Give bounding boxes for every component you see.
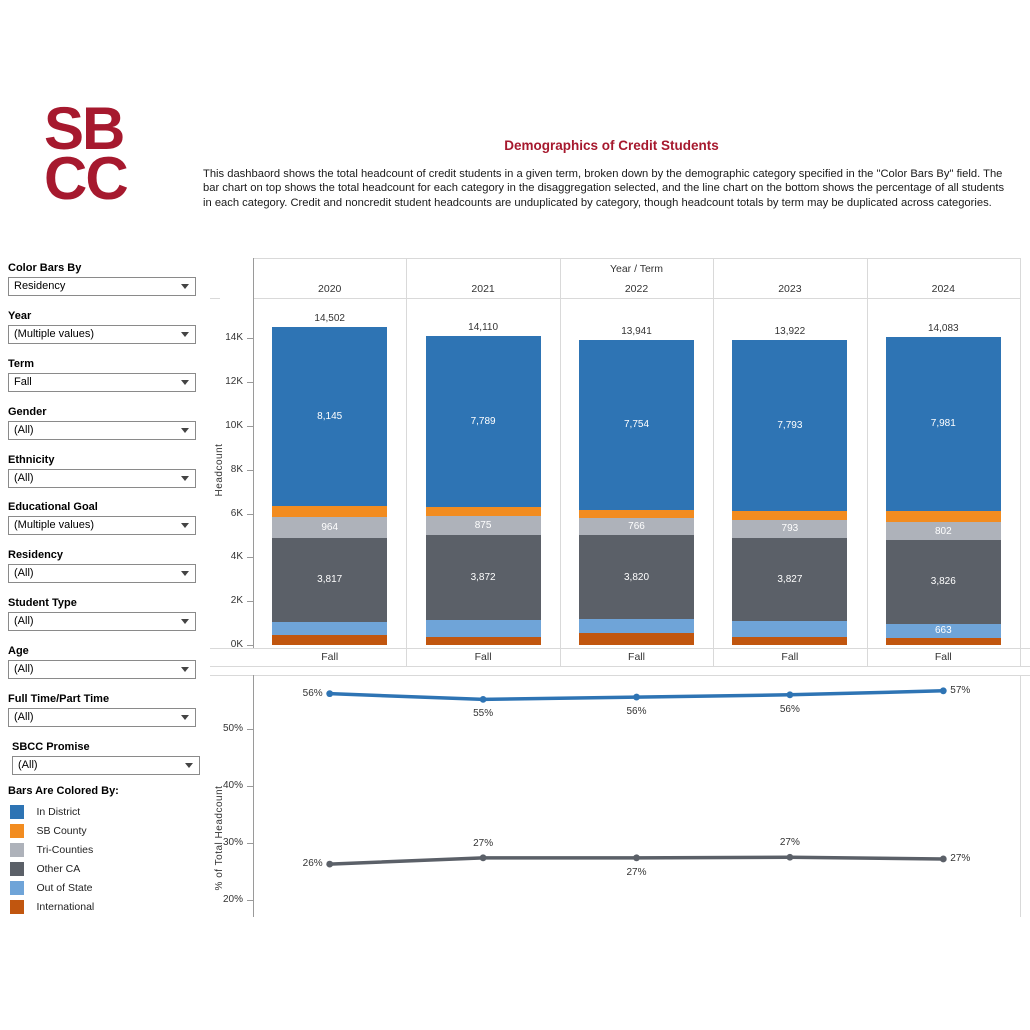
bar-segment-in_district-2021[interactable]: 7,789: [426, 336, 541, 507]
year-term-header: Year / Term: [609, 263, 664, 275]
bar-segment-out_of_state-2023[interactable]: [732, 621, 847, 636]
y-tick-mark: [247, 601, 253, 602]
bar-segment-in_district-2023[interactable]: 7,793: [732, 340, 847, 511]
bar-segment-in_district-2022[interactable]: 7,754: [579, 340, 694, 510]
bar-segment-sb_county-2020[interactable]: [272, 506, 387, 517]
bar-segment-sb_county-2021[interactable]: [426, 507, 541, 516]
y-tick-label: 14K: [225, 332, 243, 344]
term-label: Fall: [628, 651, 645, 663]
logo-line-2: CC: [44, 145, 127, 212]
legend-item-label: Out of State: [36, 881, 93, 894]
bar-segment-tri_counties-2020[interactable]: 964: [272, 517, 387, 538]
bar-segment-sb_county-2022[interactable]: [579, 510, 694, 519]
bar-total-label: 13,922: [774, 326, 806, 338]
filter-label: Residency: [8, 549, 64, 561]
year-header-divider: [253, 298, 1020, 299]
filter-label: Educational Goal: [8, 501, 98, 513]
point-label-other_ca-2020: 26%: [302, 858, 323, 870]
headcount-axis-title: Headcount: [214, 443, 225, 497]
dropdown-value: (All): [18, 759, 38, 771]
top-chart-right-border: [1020, 258, 1021, 666]
y-tick-mark: [247, 470, 253, 471]
line-point-other_ca-2022[interactable]: [633, 854, 640, 861]
legend-title: Bars Are Colored By:: [8, 785, 119, 797]
x-axis-line: [210, 648, 1030, 649]
dropdown-value: (All): [14, 472, 34, 484]
y-tick-mark: [247, 338, 253, 339]
top-chart-bottom-border: [210, 666, 1030, 667]
bar-segment-sb_county-2024[interactable]: [886, 511, 1001, 522]
bar-segment-tri_counties-2024[interactable]: 802: [886, 522, 1001, 540]
dropdown-value: (All): [14, 567, 34, 579]
point-label-in_district-2022: 56%: [626, 706, 647, 718]
bar-segment-international-2021[interactable]: [426, 637, 541, 645]
bar-segment-tri_counties-2021[interactable]: 875: [426, 516, 541, 535]
line-point-other_ca-2023[interactable]: [787, 854, 794, 861]
y-tick-mark: [247, 645, 253, 646]
pane-separator: [867, 258, 868, 666]
y-tick-mark: [247, 382, 253, 383]
bar-segment-tri_counties-2022[interactable]: 766: [579, 518, 694, 535]
line-point-other_ca-2020[interactable]: [326, 861, 333, 868]
point-label-other_ca-2024: 27%: [950, 852, 971, 864]
y-tick-label: 10K: [225, 420, 243, 431]
legend-item-label: In District: [36, 805, 81, 818]
bar-segment-other_ca-2024[interactable]: 3,826: [886, 540, 1001, 624]
filter-label: Gender: [8, 406, 47, 418]
legend-item-label: SB County: [36, 824, 87, 837]
dropdown-value: (All): [14, 615, 34, 627]
dropdown-value: (Multiple values): [14, 328, 95, 340]
bar-segment-international-2020[interactable]: [272, 635, 387, 645]
y-tick-label: 0K: [230, 639, 243, 650]
line-point-in_district-2020[interactable]: [326, 690, 333, 697]
pct-axis-title: % of Total Headcount: [214, 785, 225, 891]
bar-total-label: 14,502: [314, 313, 345, 325]
pct-tick-label: 30%: [222, 837, 243, 848]
legend-item-label: Tri-Counties: [36, 843, 94, 856]
year-label: 2020: [318, 283, 342, 295]
pane-separator: [406, 258, 407, 666]
filter-label: Term: [8, 358, 35, 370]
bar-total-label: 13,941: [621, 325, 652, 337]
term-label: Fall: [474, 651, 492, 663]
y-tick-label: 4K: [230, 551, 243, 563]
line-point-in_district-2021[interactable]: [480, 696, 487, 703]
bar-segment-international-2022[interactable]: [579, 633, 694, 645]
term-label: Fall: [321, 651, 339, 663]
point-label-in_district-2020: 56%: [302, 687, 323, 699]
bar-segment-other_ca-2022[interactable]: 3,820: [579, 535, 694, 619]
dropdown-value: (All): [14, 711, 34, 723]
dropdown-value: Fall: [14, 376, 32, 388]
filter-label: Ethnicity: [8, 454, 55, 466]
term-label: Fall: [781, 651, 799, 663]
bar-segment-out_of_state-2024[interactable]: 663: [886, 624, 1001, 639]
y-tick-mark: [247, 426, 253, 427]
line-point-other_ca-2024[interactable]: [940, 856, 947, 863]
filter-label: SBCC Promise: [12, 741, 90, 753]
pct-tick-label: 40%: [222, 780, 243, 791]
bar-segment-out_of_state-2021[interactable]: [426, 620, 541, 637]
page-title: Demographics of Credit Students: [504, 138, 719, 153]
top-chart-top-border: [253, 258, 1020, 259]
filter-label: Student Type: [8, 597, 77, 609]
bar-segment-out_of_state-2020[interactable]: [272, 622, 387, 635]
y-tick-label: 8K: [230, 463, 243, 475]
logo-line-1: SB: [44, 95, 124, 162]
y-tick-mark: [247, 557, 253, 558]
line-point-in_district-2022[interactable]: [633, 694, 640, 701]
dropdown-value: (All): [14, 663, 34, 675]
bottom-chart-right-border: [1020, 675, 1021, 917]
point-label-in_district-2021: 55%: [473, 708, 494, 720]
bar-segment-other_ca-2023[interactable]: 3,827: [732, 538, 847, 622]
y-tick-label: 12K: [225, 376, 243, 388]
point-label-other_ca-2023: 27%: [779, 837, 800, 849]
bar-total-label: 14,083: [928, 322, 959, 334]
year-label: 2024: [931, 283, 955, 295]
dropdown-value: (Multiple values): [14, 519, 95, 531]
bar-total-label: 14,110: [468, 321, 499, 333]
bar-segment-other_ca-2021[interactable]: 3,872: [426, 535, 541, 620]
pct-tick-label: 50%: [222, 723, 243, 734]
line-point-in_district-2023[interactable]: [787, 691, 794, 698]
legend-item-label: Other CA: [36, 862, 81, 875]
point-label-in_district-2023: 56%: [779, 703, 800, 715]
line-point-other_ca-2021[interactable]: [480, 854, 487, 861]
bar-segment-out_of_state-2022[interactable]: [579, 619, 694, 633]
bar-segment-sb_county-2023[interactable]: [732, 511, 847, 520]
bar-segment-other_ca-2020[interactable]: 3,817: [272, 538, 387, 622]
y-tick-mark: [247, 514, 253, 515]
bar-segment-in_district-2020[interactable]: 8,145: [272, 327, 387, 505]
bar-segment-international-2023[interactable]: [732, 637, 847, 645]
dropdown-value: Residency: [14, 280, 66, 292]
y-tick-label: 2K: [230, 595, 243, 607]
filter-label: Full Time/Part Time: [8, 693, 110, 705]
bar-segment-tri_counties-2023[interactable]: 793: [732, 520, 847, 537]
year-label: 2023: [778, 283, 802, 295]
term-label: Fall: [934, 651, 952, 663]
dashboard-description: This dashbaord shows the total headcount of credit students in a given term, broken down by the demographic category specified in the "Color Bars By" field. The bar chart on top shows the total headcount for each category in the disaggregation selected, and the line chart on the bottom shows the percentage of all students in each category. Credit and noncredit student headcounts are unduplicated by category, though headcount totals by term may be duplicated across categories.: [203, 168, 1005, 209]
line-point-in_district-2024[interactable]: [940, 687, 947, 694]
filter-label: Year: [8, 310, 32, 322]
filter-label: Age: [8, 645, 29, 657]
bar-segment-international-2024[interactable]: [886, 638, 1001, 645]
point-label-in_district-2024: 57%: [950, 684, 971, 696]
dropdown-value: (All): [14, 424, 34, 436]
pct-tick-label: 20%: [222, 894, 243, 905]
y-tick-label: 6K: [230, 507, 243, 519]
point-label-other_ca-2022: 27%: [626, 866, 647, 878]
year-label: 2021: [471, 283, 495, 295]
legend-item-label: International: [36, 900, 95, 913]
year-label: 2022: [624, 283, 649, 295]
pane-separator: [560, 258, 561, 666]
bar-segment-in_district-2024[interactable]: 7,981: [886, 337, 1001, 512]
headcount-axis-line: [253, 258, 254, 648]
pane-separator: [713, 258, 714, 666]
header-left-tick: [210, 298, 220, 299]
filter-label: Color Bars By: [8, 262, 82, 274]
point-label-other_ca-2021: 27%: [473, 837, 494, 849]
